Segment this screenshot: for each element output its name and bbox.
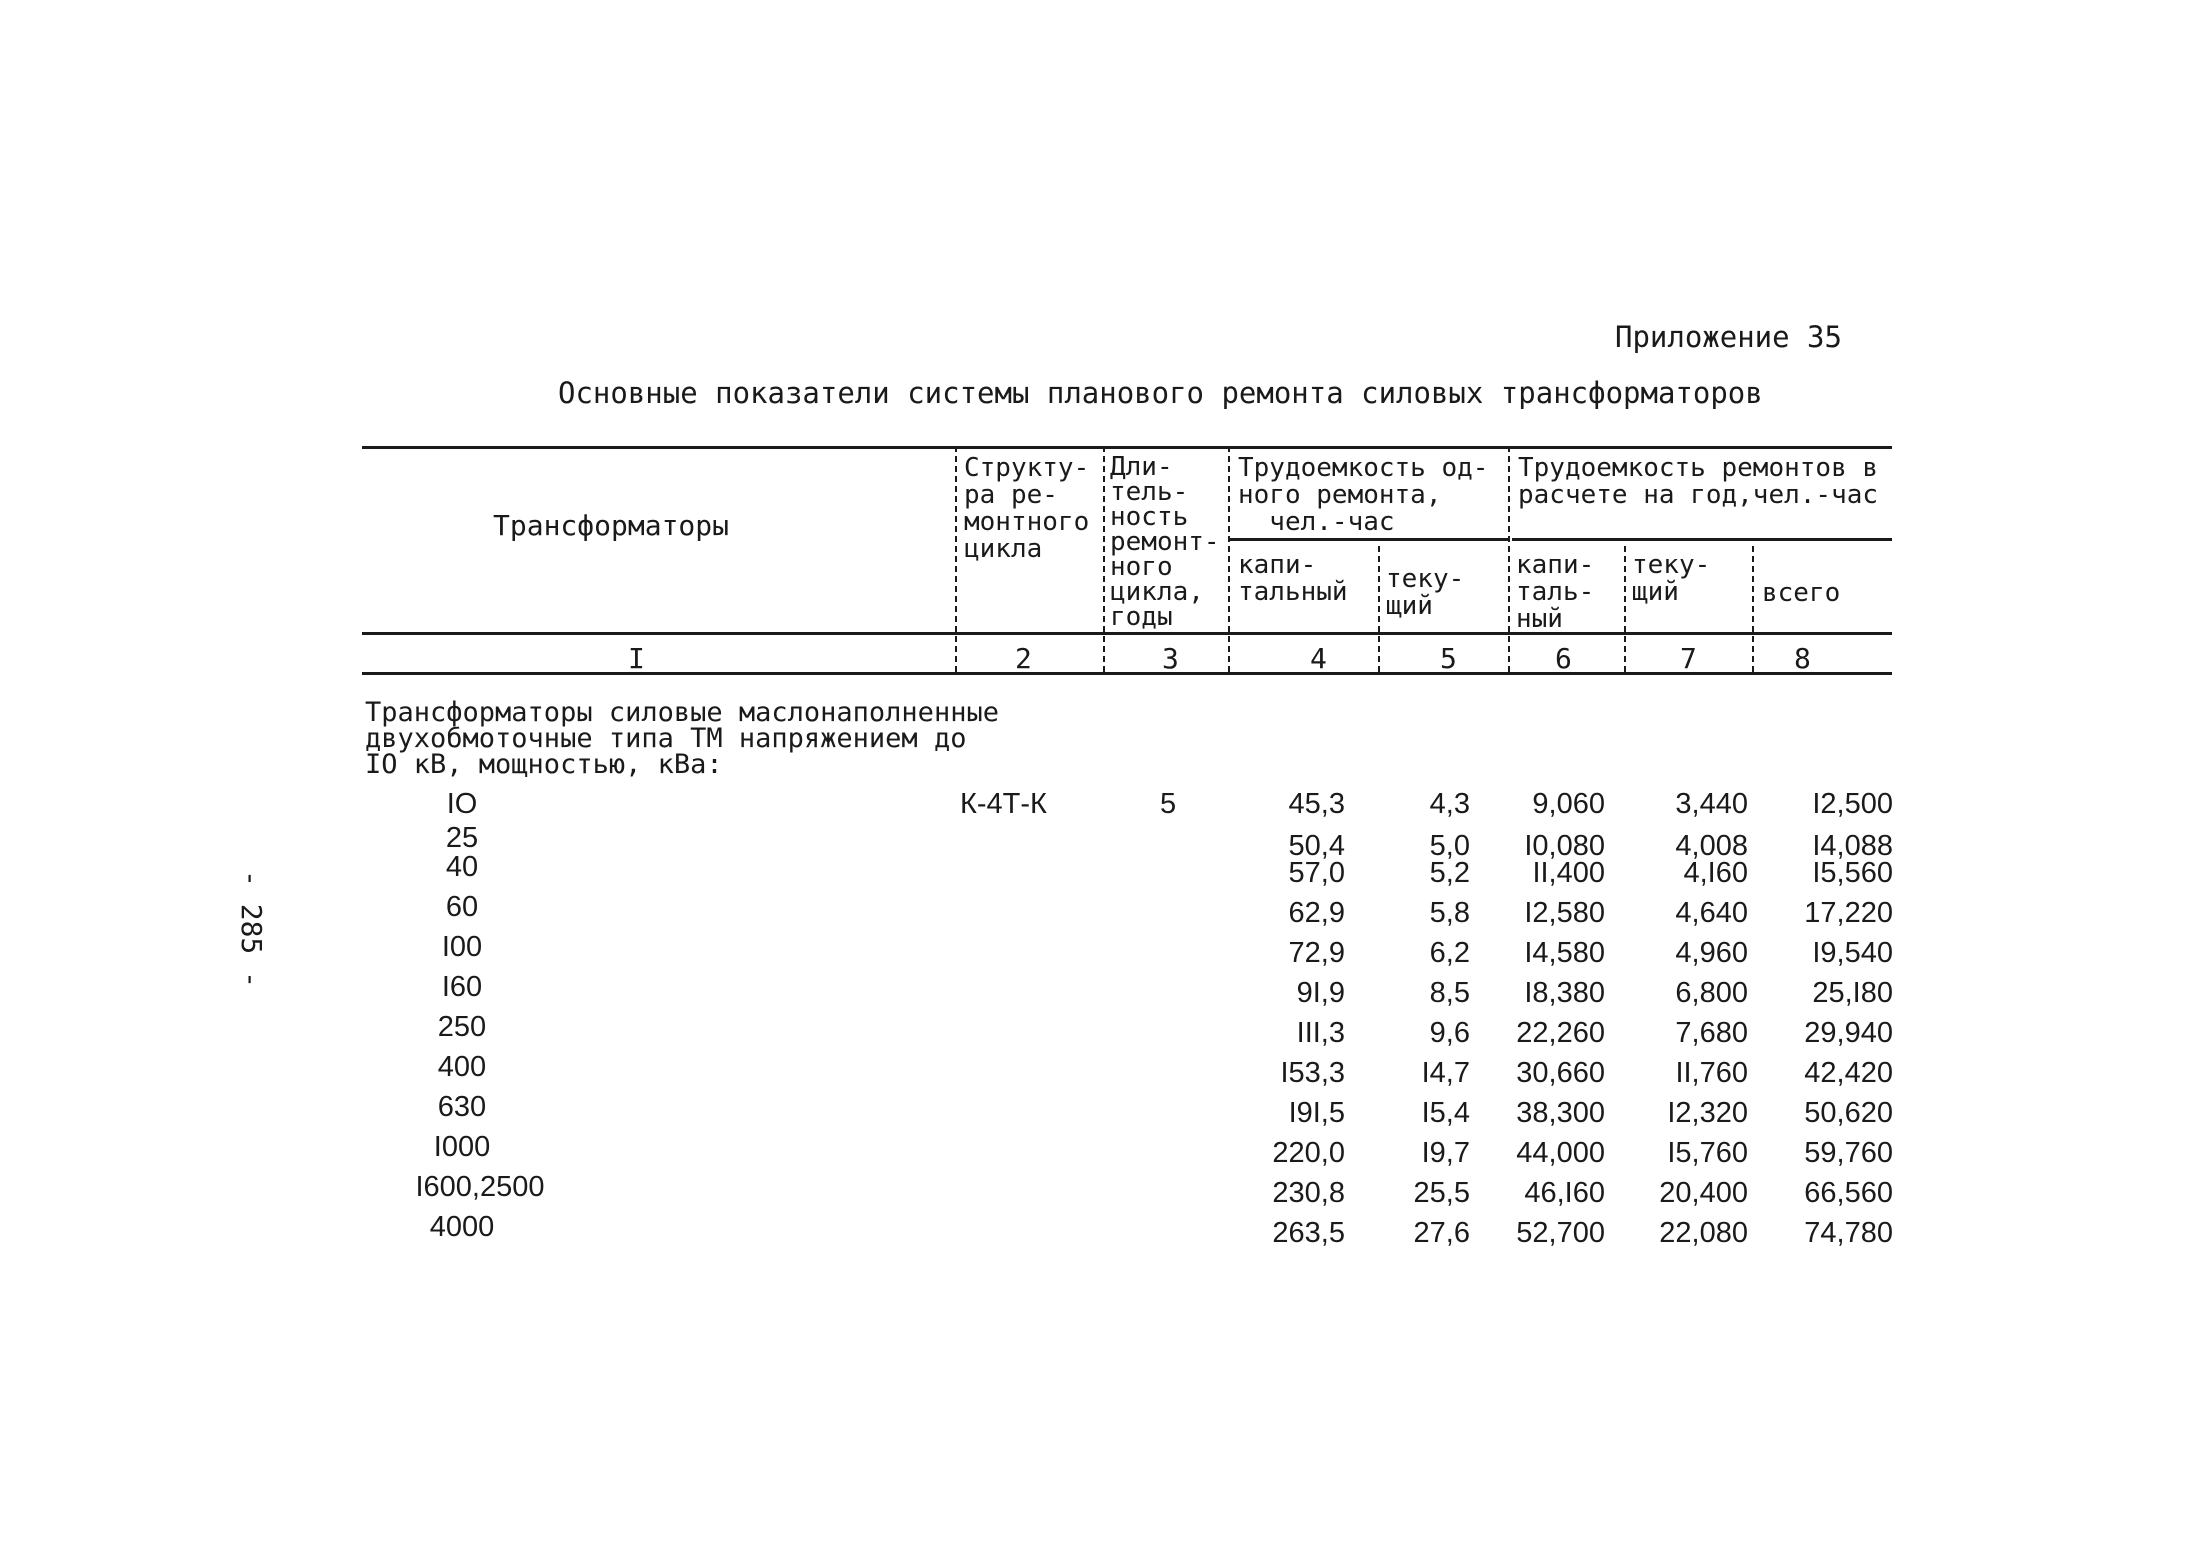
structure-cell: К-4Т-К: [960, 788, 1047, 820]
header-capital-year: капи- таль- ный: [1516, 550, 1595, 634]
column-number: 3: [1162, 642, 1179, 675]
current-year-cell: 3,440: [1675, 788, 1748, 820]
current-year-cell: 6,800: [1675, 977, 1748, 1009]
header-capital-one: капи- тальный: [1238, 550, 1348, 607]
column-divider: [1378, 546, 1380, 672]
capital-one-cell: I9I,5: [1288, 1097, 1345, 1129]
duration-cell: 5: [1160, 788, 1177, 820]
column-number: 7: [1680, 642, 1697, 675]
column-number: 6: [1555, 642, 1572, 675]
column-divider: [1508, 446, 1510, 672]
section-title: Трансформаторы силовые маслонаполненные двухобмоточные типа ТМ напряжением до IO кВ, мощностью, кВа:: [365, 697, 999, 780]
group-b-rule: [1512, 538, 1892, 541]
capital-one-cell: 57,0: [1288, 857, 1345, 889]
capital-one-cell: 72,9: [1288, 937, 1345, 969]
power-cell: 60: [445, 891, 479, 923]
total-cell: I2,500: [1812, 788, 1893, 820]
capital-one-cell: 62,9: [1288, 897, 1345, 929]
header-total: всего: [1762, 578, 1841, 608]
current-one-cell: 9,6: [1429, 1017, 1470, 1049]
current-one-cell: I9,7: [1421, 1137, 1470, 1169]
column-divider: [1228, 446, 1230, 672]
capital-one-cell: 50,4: [1288, 830, 1345, 862]
current-year-cell: 22,080: [1659, 1217, 1748, 1249]
current-one-cell: 5,2: [1429, 857, 1470, 889]
column-divider: [955, 446, 957, 672]
capital-year-cell: 38,300: [1516, 1097, 1605, 1129]
total-cell: I4,088: [1812, 830, 1893, 862]
document-title: Основные показатели системы планового ремонта силовых трансформаторов: [558, 376, 1763, 410]
power-cell: I000: [433, 1131, 491, 1163]
current-one-cell: 4,3: [1429, 788, 1470, 820]
column-numbers-rule: [362, 672, 1892, 675]
header-current-year: теку- щий: [1632, 550, 1711, 607]
capital-year-cell: II,400: [1532, 857, 1605, 889]
power-cell: 630: [437, 1091, 487, 1123]
header-cycle-duration: Дли- тель- ность ремонт- ного цикла, годы: [1110, 452, 1220, 632]
appendix-label: Приложение 35: [1615, 320, 1842, 354]
capital-year-cell: I8,380: [1524, 977, 1605, 1009]
column-number: 5: [1440, 642, 1457, 675]
header-bottom-rule: [362, 632, 1892, 635]
current-year-cell: 4,640: [1675, 897, 1748, 929]
power-cell: 40: [445, 851, 479, 883]
current-year-cell: 4,008: [1675, 830, 1748, 862]
current-one-cell: 6,2: [1429, 937, 1470, 969]
column-divider: [1752, 546, 1754, 672]
total-cell: I5,560: [1812, 857, 1893, 889]
capital-year-cell: 30,660: [1516, 1057, 1605, 1089]
capital-one-cell: 230,8: [1272, 1177, 1345, 1209]
capital-one-cell: 45,3: [1288, 788, 1345, 820]
capital-year-cell: 22,260: [1516, 1017, 1605, 1049]
capital-one-cell: I53,3: [1280, 1057, 1345, 1089]
capital-one-cell: 9I,9: [1296, 977, 1345, 1009]
total-cell: 66,560: [1804, 1177, 1893, 1209]
header-labor-one-repair: Трудоемкость од- ного ремонта, чел.-час: [1238, 453, 1489, 537]
current-year-cell: I5,760: [1667, 1137, 1748, 1169]
table-top-rule: [362, 446, 1892, 449]
current-year-cell: 7,680: [1675, 1017, 1748, 1049]
current-one-cell: 8,5: [1429, 977, 1470, 1009]
header-transformers: Трансформаторы: [493, 509, 730, 542]
total-cell: 29,940: [1804, 1017, 1893, 1049]
current-one-cell: 5,8: [1429, 897, 1470, 929]
column-number: I: [628, 642, 645, 675]
current-one-cell: I5,4: [1421, 1097, 1470, 1129]
capital-one-cell: 263,5: [1272, 1217, 1345, 1249]
power-cell: I600,2500: [415, 1171, 545, 1203]
capital-year-cell: I4,580: [1524, 937, 1605, 969]
header-labor-per-year: Трудоемкость ремонтов в расчете на год,чел.-час: [1518, 453, 1879, 510]
power-cell: I00: [441, 931, 483, 963]
current-one-cell: 27,6: [1413, 1217, 1470, 1249]
capital-year-cell: 52,700: [1516, 1217, 1605, 1249]
header-repair-structure: Структу- ра ре- монтного цикла: [964, 453, 1090, 564]
current-year-cell: 20,400: [1659, 1177, 1748, 1209]
current-one-cell: 25,5: [1413, 1177, 1470, 1209]
capital-year-cell: 46,I60: [1524, 1177, 1605, 1209]
group-a-rule: [1228, 538, 1508, 541]
capital-one-cell: III,3: [1296, 1017, 1345, 1049]
current-year-cell: 4,960: [1675, 937, 1748, 969]
total-cell: 25,I80: [1812, 977, 1893, 1009]
total-cell: 74,780: [1804, 1217, 1893, 1249]
power-cell: 25: [445, 822, 479, 854]
column-divider: [1624, 546, 1626, 672]
capital-year-cell: 9,060: [1532, 788, 1605, 820]
power-cell: 4000: [429, 1211, 495, 1243]
power-cell: 400: [437, 1051, 487, 1083]
column-number: 4: [1310, 642, 1327, 675]
current-year-cell: 4,I60: [1683, 857, 1748, 889]
total-cell: 59,760: [1804, 1137, 1893, 1169]
power-cell: 250: [437, 1011, 487, 1043]
current-year-cell: I2,320: [1667, 1097, 1748, 1129]
header-current-one: теку- щий: [1386, 564, 1465, 621]
capital-year-cell: I0,080: [1524, 830, 1605, 862]
capital-year-cell: 44,000: [1516, 1137, 1605, 1169]
capital-year-cell: I2,580: [1524, 897, 1605, 929]
total-cell: 50,620: [1804, 1097, 1893, 1129]
current-year-cell: II,760: [1675, 1057, 1748, 1089]
column-number: 2: [1015, 642, 1032, 675]
total-cell: 17,220: [1804, 897, 1893, 929]
column-divider: [1103, 446, 1105, 672]
capital-one-cell: 220,0: [1272, 1137, 1345, 1169]
total-cell: 42,420: [1804, 1057, 1893, 1089]
power-cell: I60: [441, 971, 483, 1003]
current-one-cell: I4,7: [1421, 1057, 1470, 1089]
page-number: - 285 -: [235, 870, 268, 989]
column-number: 8: [1794, 642, 1811, 675]
power-cell: IO: [446, 788, 478, 820]
current-one-cell: 5,0: [1429, 830, 1470, 862]
total-cell: I9,540: [1812, 937, 1893, 969]
